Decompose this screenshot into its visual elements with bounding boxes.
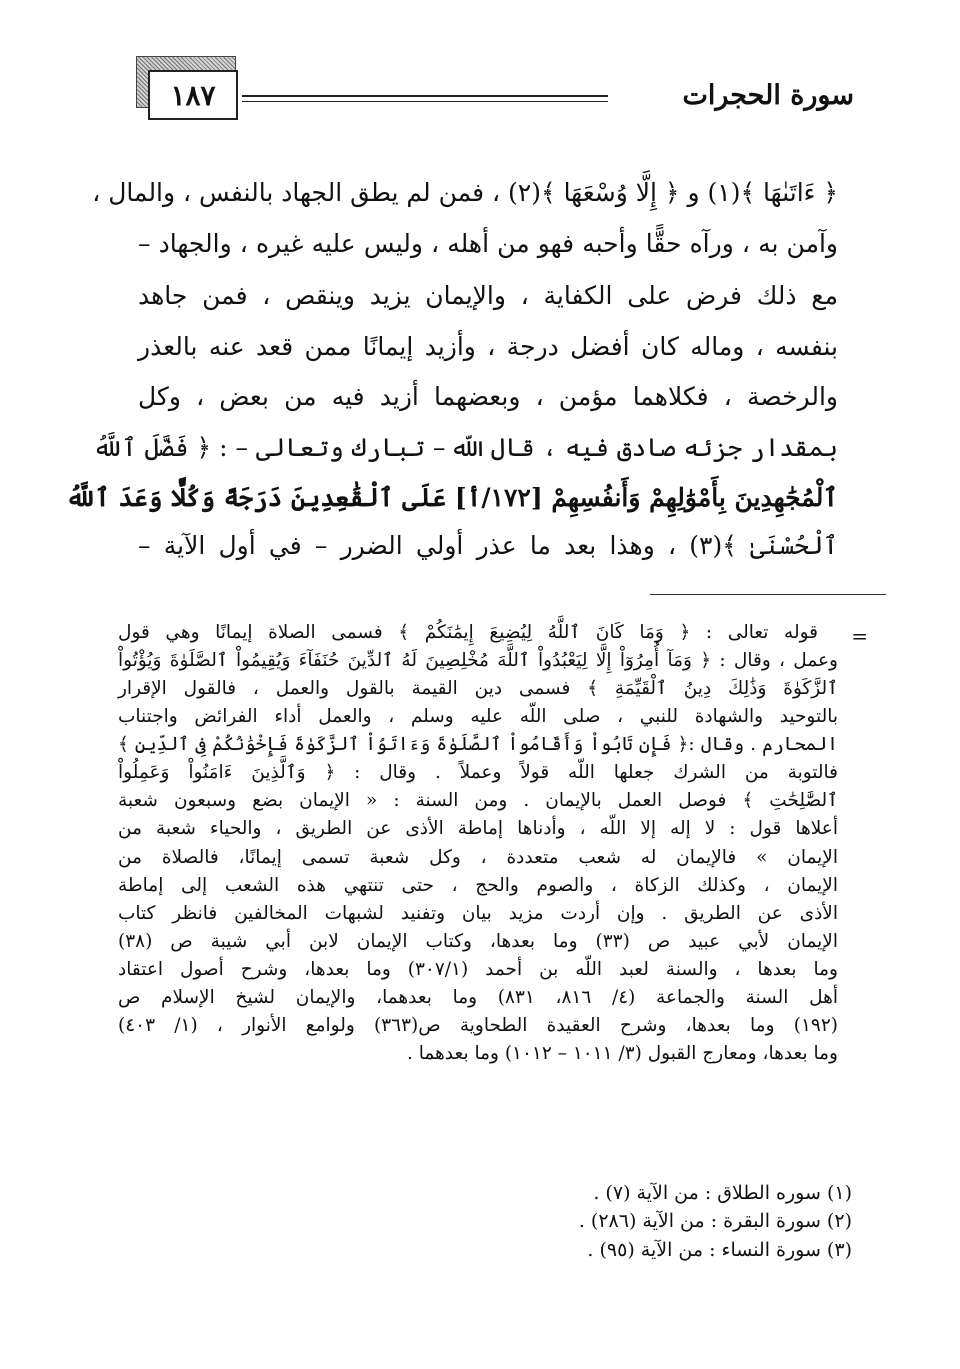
main-line: مع ذلك فرض على الكفاية ، والإيمان يزيد وينقص ، فمن جاهد (138, 281, 838, 310)
footnote-line: المحارم . وقال :﴿ فَإِن تَابُواْ وَأَقَامُواْ ٱلصَّلَوٰةَ وَءَاتَوُاْ ٱلزَّكَوٰةَ فَإِخْوَٰنُكُمْ فِى ٱلدِّينِ ﴾ (118, 734, 838, 755)
header-rule-thin (242, 101, 608, 102)
footnote-line: وما بعدها، ومعارج القبول (٣/ ١٠١١ – ١٠١٢) وما بعدهما . (406, 1043, 838, 1064)
surah-title: سورة الحجرات (682, 80, 854, 111)
main-line: ﴿ ءَاتَىٰهَا ﴾(١) و ﴿ إِلَّا وُسْعَهَا ﴾(٢) ، فمن لم يطق الجهاد بالنفس ، والمال ، (92, 178, 838, 207)
main-line: ٱلْمُجَٰهِدِينَ بِأَمْوَٰلِهِمْ وَأَنفُسِهِمْ [١٧٢/أ] عَلَى ٱلْقَٰعِدِينَ دَرَجَةً وَكُلًّا وَعَدَ ٱللَّهُ (65, 483, 838, 512)
footnote-line: ٱلزَّكَوٰةَ وَذَٰلِكَ دِينُ ٱلْقَيِّمَةِ ﴾ فسمى دين القيمة بالقول والعمل ، فالقول الإقرار (118, 678, 838, 699)
footnote-line: أعلاها قول : لا إله إلا اللّه ، وأدناها إماطة الأذى عن الطريق ، والحياء شعبة من (118, 818, 838, 839)
footnote-line: الإيمان » فالإيمان له شعب متعددة ، وكل شعبة تسمى إيمانًا، فالصلاة من (118, 847, 838, 868)
reference-3: (٣) سورة النساء : من الآية (٩٥) . (587, 1239, 852, 1261)
footnote-line: الإيمان ، وكذلك الزكاة ، والصوم والحج ، حتى تنتهي هذه الشعب إلى إماطة (118, 875, 838, 896)
reference-2: (٢) سورة البقرة : من الآية (٢٨٦) . (578, 1210, 852, 1232)
footnote-line: ٱلصَّٰلِحَٰتِ ﴾ فوصل العمل بالإيمان . ومن السنة : « الإيمان بضع وسبعون شعبة (118, 790, 838, 811)
main-line: ٱلْحُسْنَىٰ ﴾(٣) ، وهذا بعد ما عذر أولي الضرر – في أول الآية – (138, 531, 838, 560)
footnote-continuation-mark: = (851, 624, 868, 648)
footnote-line: قوله تعالى : ﴿ وَمَا كَانَ ٱللَّهُ لِيُضِيعَ إِيمَٰنَكُمْ ﴾ فسمى الصلاة إيمانًا وهي قول (118, 622, 818, 643)
footnote-separator (650, 594, 886, 595)
footnote-line: أهل السنة والجماعة (٤/ ٨١٦، ٨٣١) وما بعدهما، والإيمان لشيخ الإسلام ص (118, 987, 838, 1008)
footnote-line: الأذى عن الطريق . وإن أردت مزيد بيان وتفنيد لشبهات المخالفين فانظر كتاب (118, 903, 838, 924)
footnote-line: بالتوحيد والشهادة للنبي ، صلى اللّه عليه وسلم ، والعمل أداء الفرائض واجتناب (118, 706, 838, 727)
main-line: بنفسه ، وماله كان أفضل درجة ، وأزيد إيمانًا ممن قعد عنه بالعذر (138, 332, 838, 361)
footnote-line: (١٩٢) وما بعدها، وشرح العقيدة الطحاوية ص(٣٦٣) ولوامع الأنوار ، (١/ ٤٠٣) (118, 1015, 838, 1036)
footnote-line: فالتوبة من الشرك جعلها اللّه قولاً وعملاً . وقال : ﴿ وَٱلَّذِينَ ءَامَنُواْ وَعَمِلُواْ (118, 762, 838, 783)
header-rule (242, 95, 608, 97)
main-line: بمقدار جزئه صادق فيه ، قال اللّه – تبارك وتعالى – : ﴿ فَضَّلَ ٱللَّهُ (92, 433, 838, 462)
footnote-line: الإيمان لأبي عبيد ص (٣٣) وما بعدها، وكتاب الإيمان لابن أبي شيبة ص (٣٨) (118, 931, 838, 952)
reference-1: (١) سوره الطلاق : من الآية (٧) . (593, 1182, 852, 1204)
page-number: ١٨٧ (148, 70, 238, 120)
footnote-line: وعمل ، وقال : ﴿ وَمَآ أُمِرُوٓاْ إِلَّا لِيَعْبُدُواْ ٱللَّهَ مُخْلِصِينَ لَهُ ٱلدِّينَ حُنَفَآءَ وَيُقِيمُواْ ٱلصَّلَوٰةَ وَيُؤْتُواْ (118, 650, 838, 671)
footnote-line: وما بعدها ، والسنة لعبد اللّه بن أحمد (٣٠٧/١) وما بعدها، وشرح أصول اعتقاد (118, 959, 838, 980)
main-line: وآمن به ، ورآه حقًّا وأحبه فهو من أهله ، وليس عليه غيره ، والجهاد – (138, 229, 838, 258)
main-line: والرخصة ، فكلاهما مؤمن ، وبعضهما أزيد فيه من بعض ، وكل (138, 382, 838, 411)
